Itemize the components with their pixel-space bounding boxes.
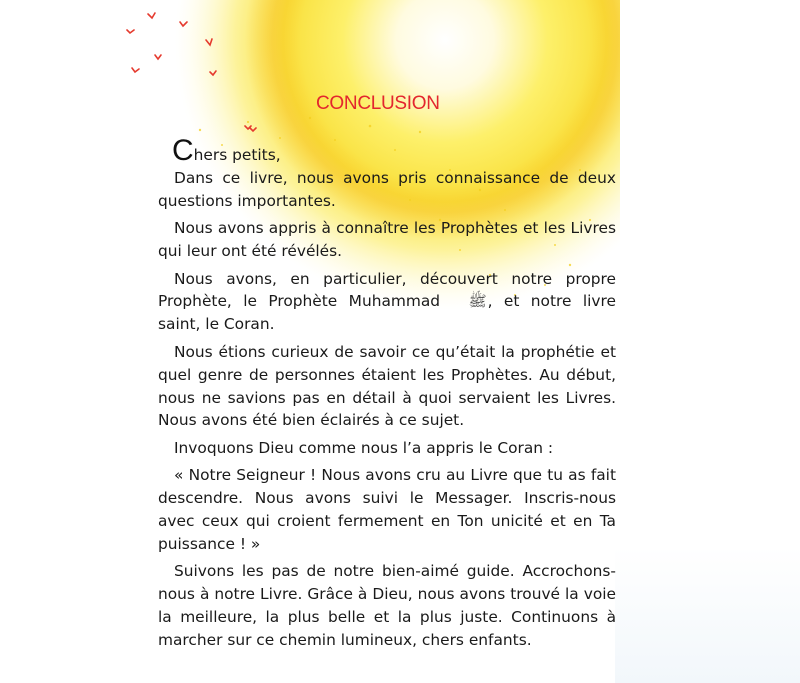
paragraph: Suivons les pas de notre bien-aimé guide. Accrochons-nous à notre Livre. Grâce à Dieu, nous avons trouvé la voie la meilleure, la plus belle et la plus juste. Continuons à marcher sur ce chemin lumineux, chers enfants. [158,562,616,650]
body-text [158,134,616,657]
prophet-seal-glyph: ﷺ [468,292,487,311]
paragraph: « Notre Seigneur ! Nous avons cru au Livre que tu as fait descendre. Nous avons suivi le Messager. Inscris-nous avec ceux qui croient fermement en Ton unicité et en Ta puissance ! » [158,466,616,553]
greeting-line [158,134,616,167]
flying-birds-icon [0,0,260,160]
paragraph: Nous étions curieux de savoir ce qu’était la prophétie et quel genre de personnes étaient les Prophètes. Au début, nous ne savions pas en détail à quoi servaient les Livres. Nous avons été bien éclairés à ce sujet. [158,342,616,430]
page-edge-shade [615,0,800,683]
paragraph: Nous avons appris à connaître les Prophètes et les Livres qui leur ont été révélés. [158,219,616,261]
greeting-text: hers petits, [193,146,281,164]
paragraph: Dans ce livre, nous avons pris connaissance de deux questions importantes. [158,168,616,210]
paragraph [158,268,616,337]
paragraph: Invoquons Dieu comme nous l’a appris le Coran : [174,438,554,457]
paragraph-text: , et notre livre saint, le Coran. [158,292,616,334]
drop-cap: C [172,134,194,167]
page-title: CONCLUSION [316,93,440,114]
paragraph-text: Nous avons, en particulier, découvert notre propre Prophète, le Prophète Muhammad [158,269,616,311]
